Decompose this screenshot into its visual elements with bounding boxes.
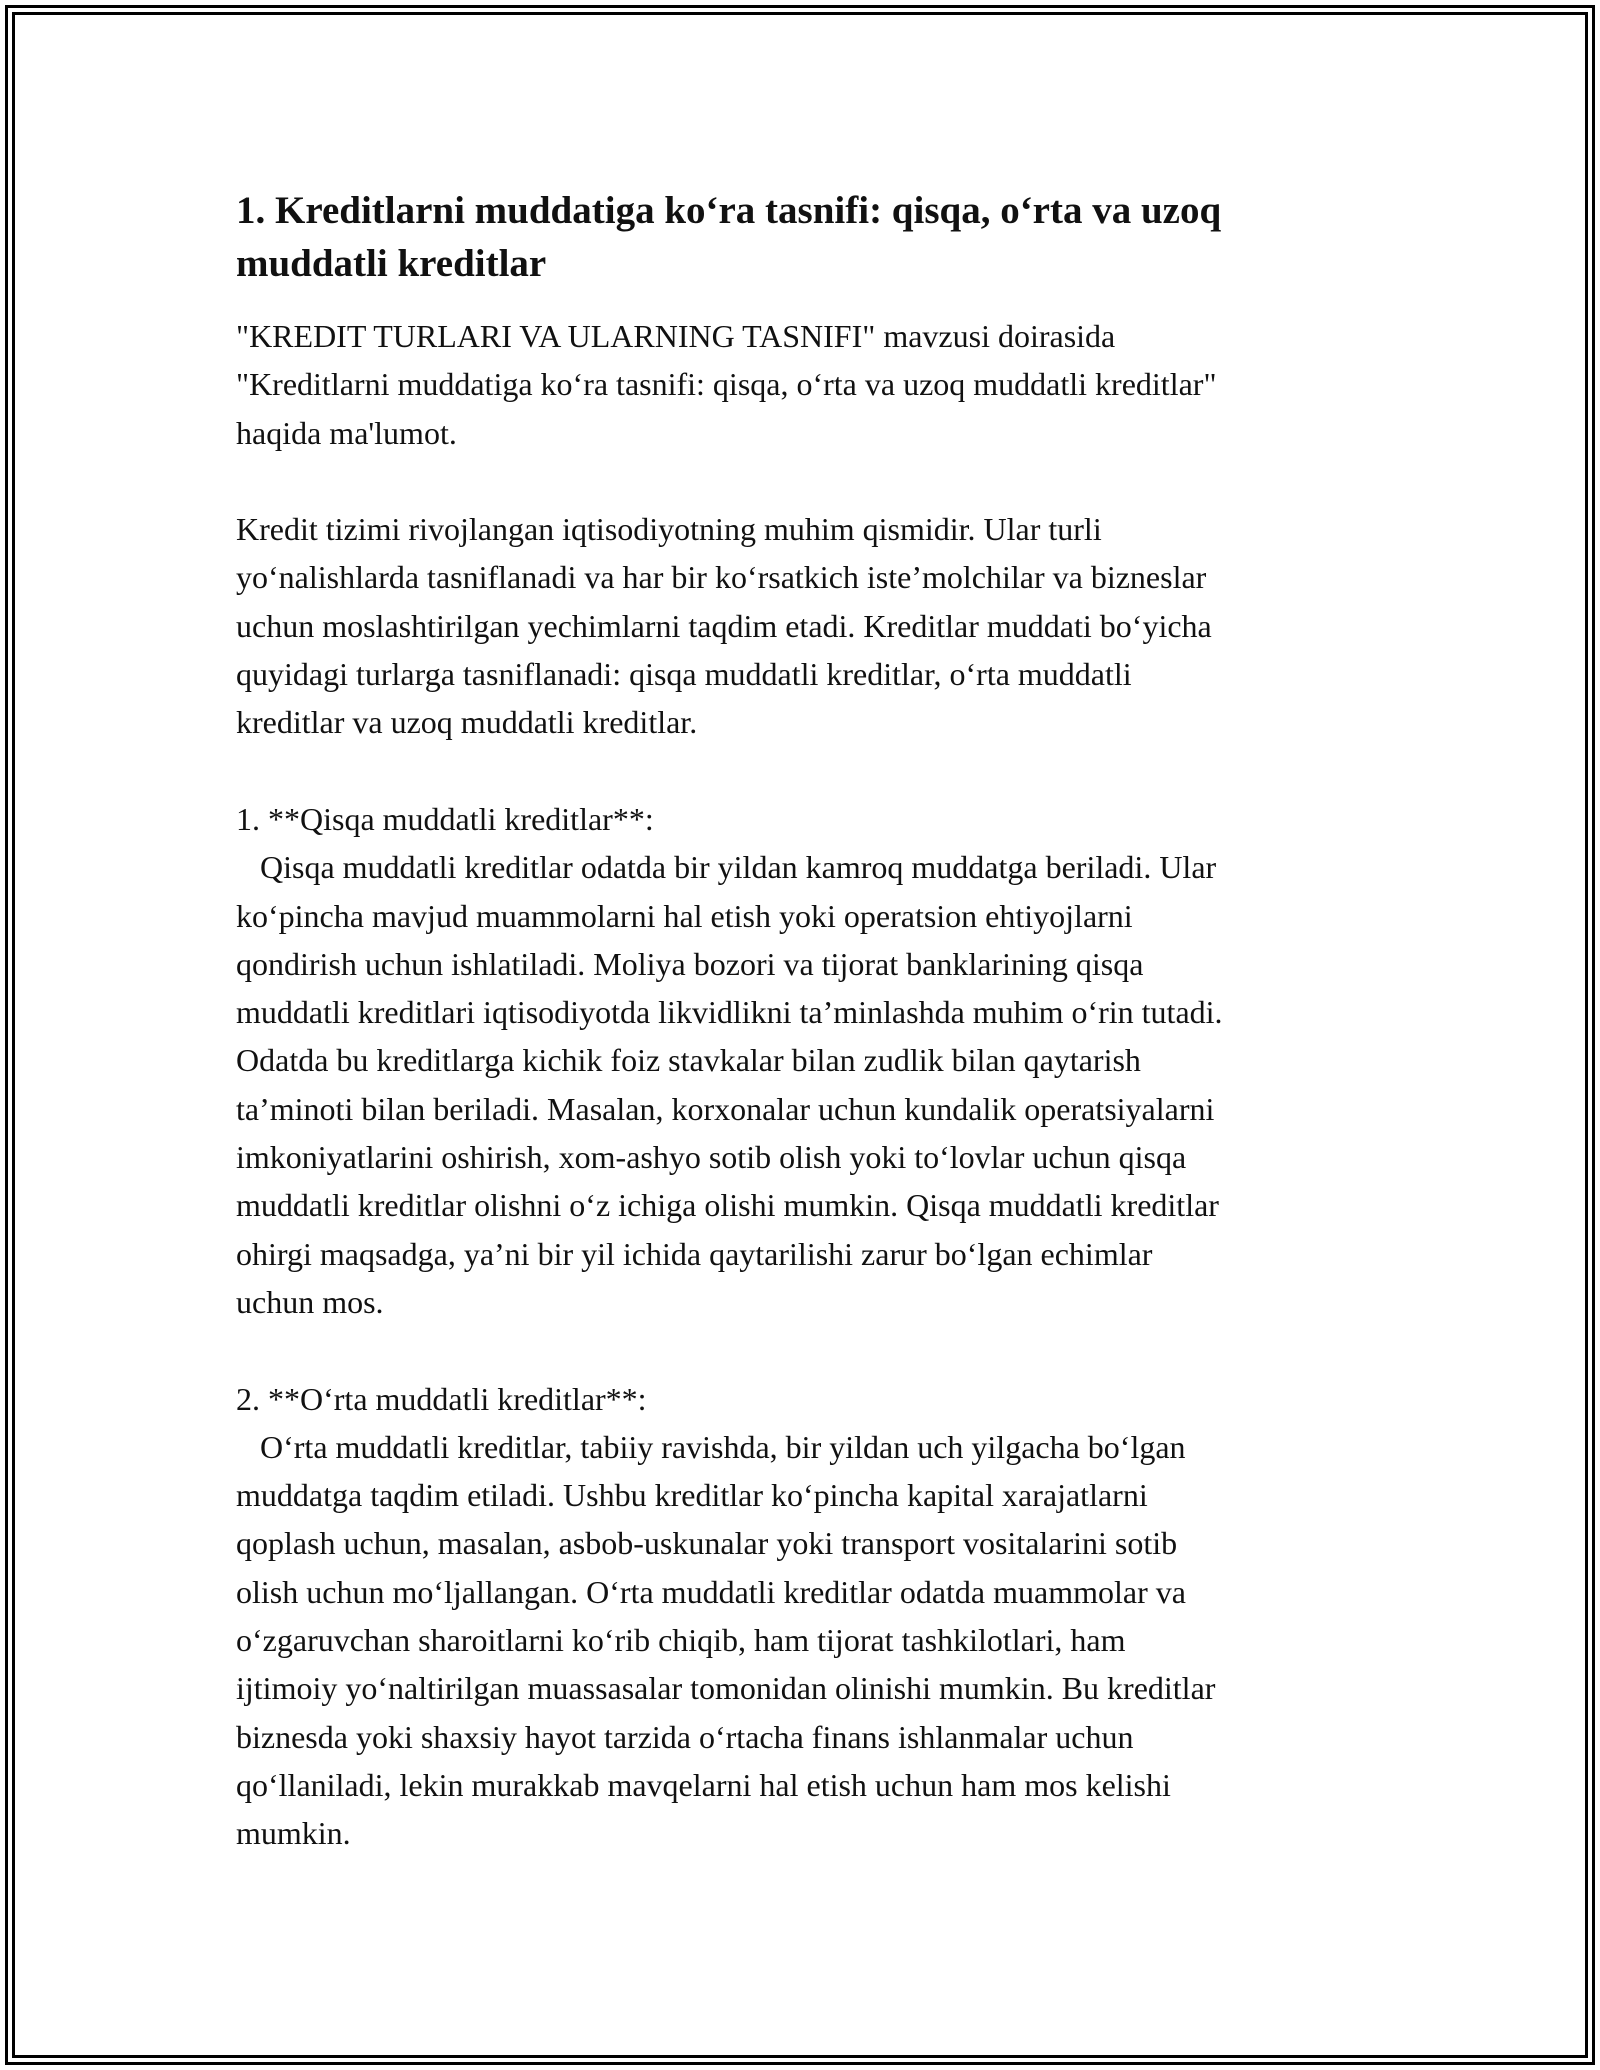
- section-heading-medium-term: 2. **O‘rta muddatli kreditlar**:: [236, 1380, 647, 1417]
- document-body: [236, 184, 1366, 1858]
- section-body-medium-term: O‘rta muddatli kreditlar, tabiiy ravishda, bir yildan uch yilgacha bo‘lgan muddatga taqdim etiladi. Ushbu kreditlar ko‘pincha kapital xarajatlarni qoplash uchun, masalan, asbob-uskunalar yoki transport vositalarini sotib olish uchun mo‘ljallangan. O‘rta muddatli kreditlar odatda muammolar va o‘zgaruvchan sharoitlarni ko‘rib chiqib, ham tijorat tashkilotlari, ham ijtimoiy yo‘naltirilgan muassasalar tomonidan olinishi mumkin. Bu kreditlar biznesda yoki shaxsiy hayot tarzida o‘rtacha finans ishlanmalar uchun qo‘llaniladi, lekin murakkab mavqelarni hal etish uchun ham mos kelishi mumkin.: [236, 1428, 1216, 1852]
- paragraph-spacer: [236, 747, 1366, 795]
- paragraph-spacer: [236, 1326, 1366, 1374]
- section-body-short-term: Qisqa muddatli kreditlar odatda bir yildan kamroq muddatga beriladi. Ular ko‘pincha mavjud muammolarni hal etish yoki operatsion ehtiyojlarni qondirish uchun ishlatiladi. Moliya bozori va tijorat banklarining qisqa muddatli kreditlari iqtisodiyotda likvidlikni ta’minlashda muhim o‘rin tutadi. Odatda bu kreditlarga kichik foiz stavkalar bilan zudlik bilan qaytarish ta’minoti bilan beriladi. Masalan, korxonalar uchun kundalik operatsiyalarni imkoniyatlarini oshirish, xom-ashyo sotib olish yoki to‘lovlar uchun qisqa muddatli kreditlar olishni o‘z ichiga olishi mumkin. Qisqa muddatli kreditlar ohirgi maqsadga, ya’ni bir yil ichida qaytarilishi zarur bo‘lgan echimlar uchun mos.: [236, 849, 1223, 1320]
- intro-paragraph: "KREDIT TURLARI VA ULARNING TASNIFI" mavzusi doirasida "Kreditlarni muddatiga ko‘ra tasnifi: qisqa, o‘rta va uzoq muddatli kreditlar" haqida ma'lumot.: [236, 318, 1217, 451]
- paragraph-spacer: [236, 457, 1366, 505]
- document-title: 1. Kreditlarni muddatiga ko‘ra tasnifi: qisqa, o‘rta va uzoq muddatli kreditlar: [236, 189, 1222, 285]
- section-heading-short-term: 1. **Qisqa muddatli kreditlar**:: [236, 800, 654, 837]
- overview-paragraph: Kredit tizimi rivojlangan iqtisodiyotning muhim qismidir. Ular turli yo‘nalishlarda tasniflanadi va har bir ko‘rsatkich iste’molchilar va bizneslar uchun moslashtirilgan yechimlarni taqdim etadi. Kreditlar muddati bo‘yicha quyidagi turlarga tasniflanadi: qisqa muddatli kreditlar, o‘rta muddatli kreditlar va uzoq muddatli kreditlar.: [236, 511, 1212, 741]
